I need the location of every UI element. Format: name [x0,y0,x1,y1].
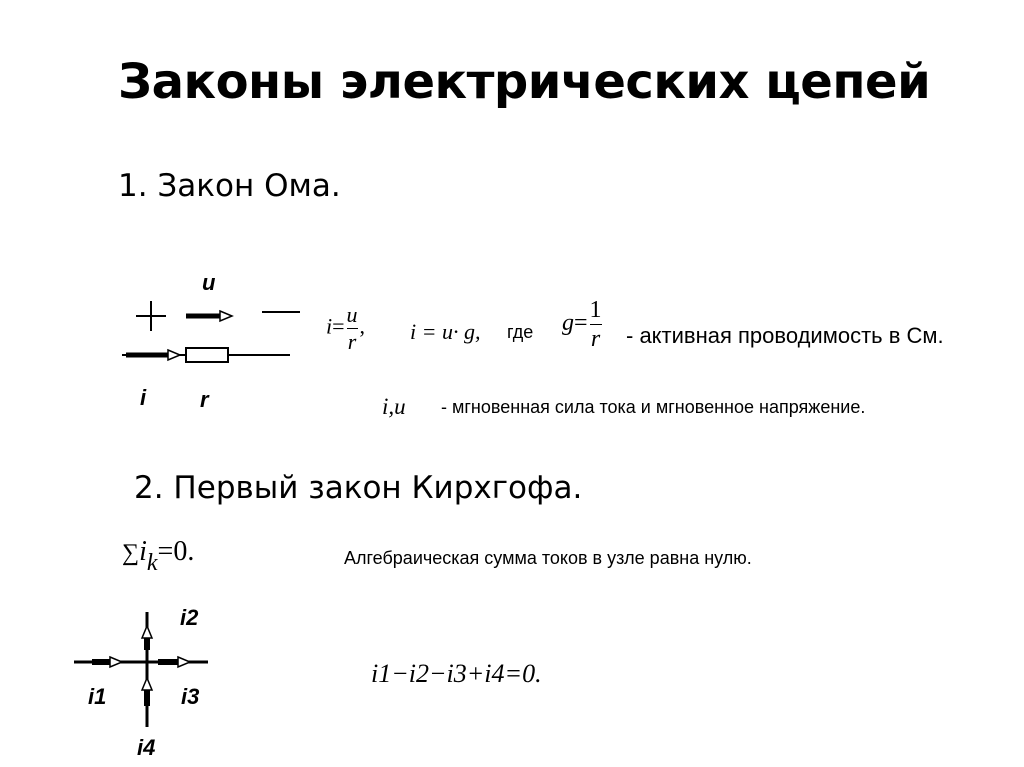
label-i4: i4 [137,735,156,760]
voltage-arrow-head [220,311,232,321]
current-arrow-head [168,350,180,360]
kirchhoff-equation: i1−i2−i3+i4=0. [371,659,542,688]
resistor [186,348,228,362]
label-i2: i2 [180,605,199,630]
formula1-num: u [346,302,358,327]
formula1-fraction [347,304,358,353]
where-word: где [507,322,534,342]
i2-arrow-head [142,626,152,638]
conductance-formula [562,298,602,351]
kirchhoff-law-description: Алгебраическая сумма токов в узле равна нулю. [344,548,752,568]
label-u: u [202,270,216,295]
label-i3: i3 [181,684,200,709]
sum-k: k [146,550,158,576]
iu-description: - мгновенная сила тока и мгновенное напряжение. [441,397,866,417]
ohm-formula-i-u-r [326,304,365,353]
label-r: r [200,387,209,412]
section-heading-ohm-law: 1. Закон Ома. [118,168,341,204]
i1-arrow-head [110,657,122,667]
i4-arrow-head [142,678,152,690]
formula3-fraction [590,298,602,351]
formula3-bar [590,324,602,325]
formula3-lhs: g [562,310,574,337]
i3-arrow-head [178,657,190,667]
formula3-eq: = [574,310,588,337]
ohm-formula-i-u-g: i = u· g, [410,319,481,344]
formula1-eq: = [332,313,345,339]
formula1-comma: , [359,313,366,339]
page-title: Законы электрических цепей [118,54,931,110]
sum-i: i [139,536,147,567]
formula1-den: r [347,329,357,354]
formula3-den: r [590,326,601,352]
kirchhoff-sum-formula [122,536,194,577]
formula1-lhs: i [326,313,333,339]
conductance-description: - активная проводимость в См. [626,323,944,348]
sigma-symbol: ∑ [122,540,140,566]
iu-symbol: i,u [382,394,406,419]
label-i1: i1 [88,684,107,709]
sum-rest: =0. [157,536,195,567]
formula3-num: 1 [589,297,602,323]
section-heading-kirchhoff: 2. Первый закон Кирхгофа. [134,470,583,506]
label-i: i [140,385,147,410]
